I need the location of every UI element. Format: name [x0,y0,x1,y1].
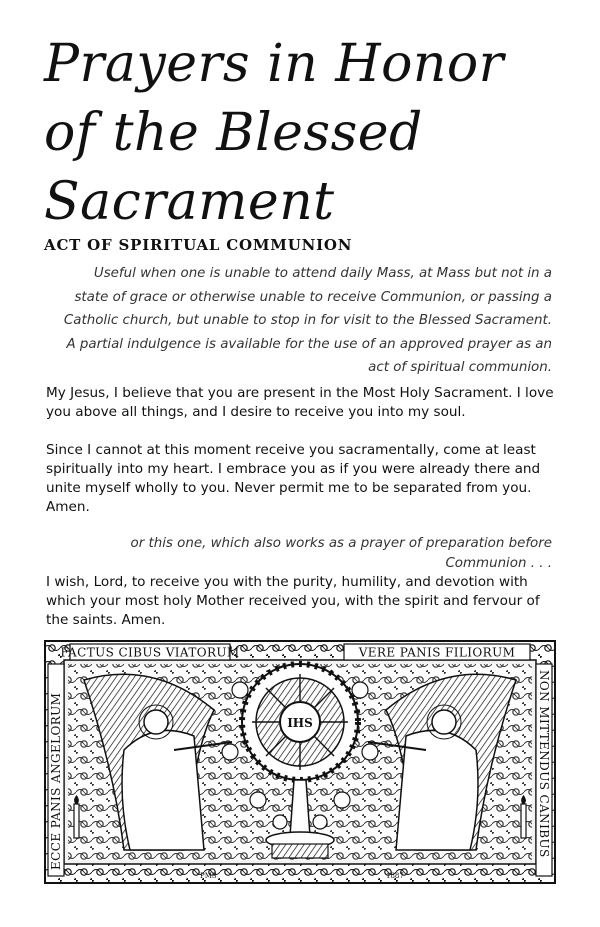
intro-note: Useful when one is unable to attend daily Mass, at Mass but not in a state of grace or otherwise unable to receive Communion, or passing a Catholic church, but unable to stop in for visit to the Blessed Sacrament. A partial indulgence is available for the use of an approved prayer as an act of spiritual communion. [63,266,552,375]
engraving-year: 1887 [386,872,404,880]
section-heading: ACT OF SPIRITUAL COMMUNION [44,236,353,254]
banner-top-right-text: VERE PANIS FILIORUM [358,645,516,660]
banner-left-text: ECCE PANIS ANGELORUM [49,692,63,870]
banner-right-text: NON MITTENDUS CANIBUS [537,670,551,858]
engraver-signature: PMS [200,872,217,880]
banner-top-left-text: FACTUS CIBUS VIATORUM [60,645,240,660]
prayer-paragraph-1: My Jesus, I believe that you are present in the Most Holy Sacrament. I love you above all things, and I desire to receive you into my soul. [46,385,554,420]
alternate-prayer-note: or this one, which also works as a prayer of preparation before Communion . . . [130,536,552,571]
eucharistic-engraving [44,640,556,884]
engraving-illustration [44,640,556,884]
page-title: Prayers in Honor of the Blessed Sacrament [44,34,505,232]
svg-text:IHS: IHS [287,716,313,730]
prayer-paragraph-3: I wish, Lord, to receive you with the purity, humility, and devotion with which your most holy Mother received you, with the spirit and fervour of the saints. Amen. [46,574,540,628]
prayer-paragraph-2: Since I cannot at this moment receive you sacramentally, come at least spiritually into my heart. I embrace you as if you were already there and unite myself wholly to you. Never permit me to be separated from you. Amen. [46,442,541,515]
